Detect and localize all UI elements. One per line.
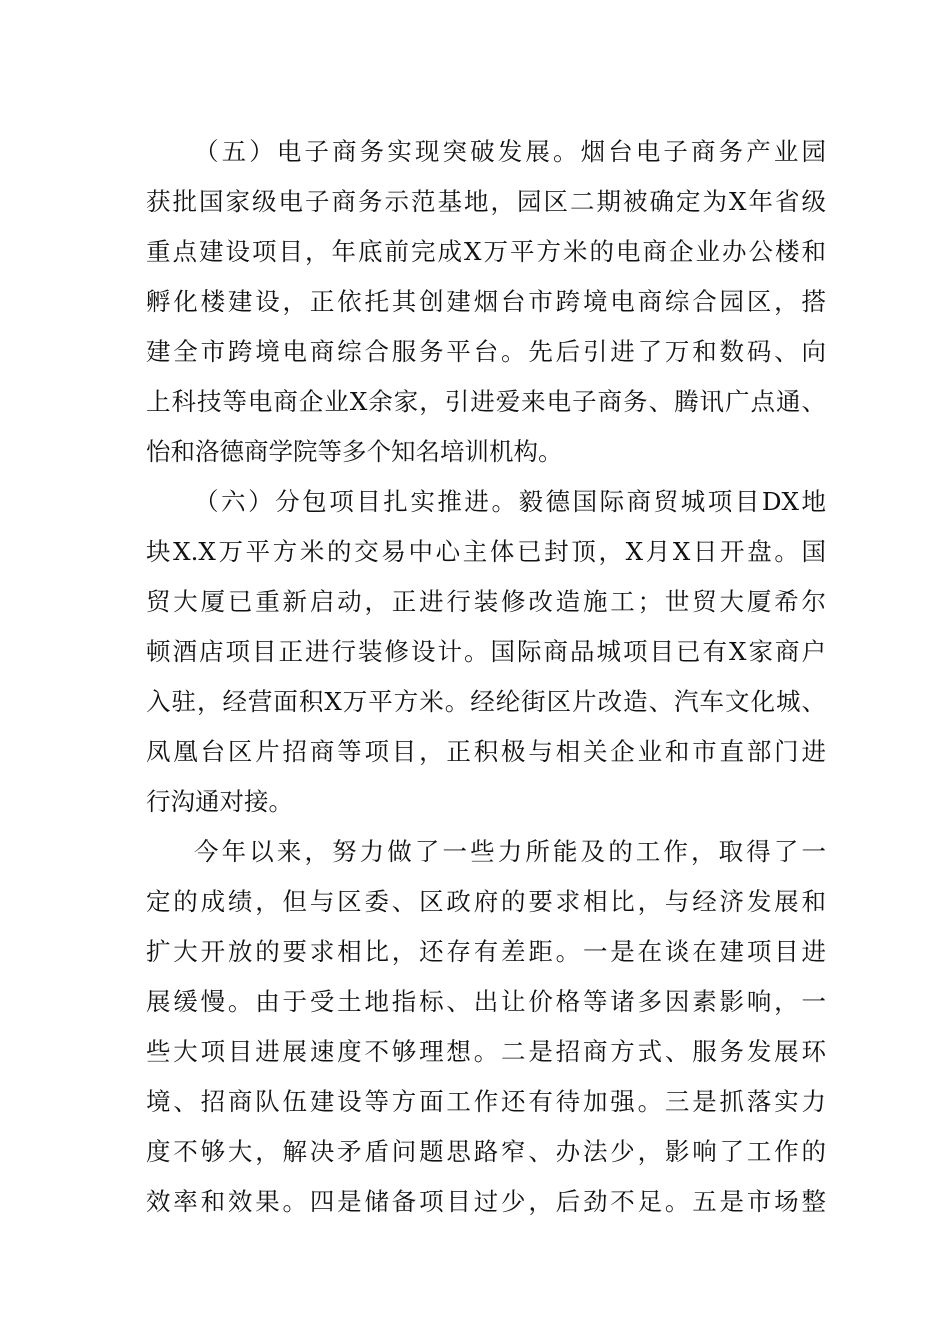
text-line: 上科技等电商企业X余家，引进爱来电子商务、腾讯广点通、 [146,387,826,416]
text-line: 入驻，经营面积X万平方米。经纶街区片改造、汽车文化城、 [146,687,826,716]
text-line: 获批国家级电子商务示范基地，园区二期被确定为X年省级 [146,187,826,216]
text-line: 行沟通对接。 [146,787,293,816]
text-line: （六）分包项目扎实推进。毅德国际商贸城项目DX地 [194,487,826,516]
text-line: 重点建设项目，年底前完成X万平方米的电商企业办公楼和 [146,237,826,266]
text-line: 度不够大，解决矛盾问题思路窄、办法少，影响了工作的 [146,1137,826,1166]
text-line: 凤凰台区片招商等项目，正积极与相关企业和市直部门进 [146,737,826,766]
text-line: （五）电子商务实现突破发展。烟台电子商务产业园 [194,137,826,166]
text-line: 今年以来，努力做了一些力所能及的工作，取得了一 [194,837,826,866]
text-line: 孵化楼建设，正依托其创建烟台市跨境电商综合园区，搭 [146,287,826,316]
text-line: 定的成绩，但与区委、区政府的要求相比，与经济发展和 [146,887,826,916]
text-line: 顿酒店项目正进行装修设计。国际商品城项目已有X家商户 [146,637,826,666]
text-line: 块X.X万平方米的交易中心主体已封顶，X月X日开盘。国 [146,537,826,566]
text-line: 效率和效果。四是储备项目过少，后劲不足。五是市场整 [146,1187,826,1216]
text-line: 怡和洛德商学院等多个知名培训机构。 [146,437,563,466]
text-line: 境、招商队伍建设等方面工作还有待加强。三是抓落实力 [146,1087,826,1116]
text-line: 贸大厦已重新启动，正进行装修改造施工；世贸大厦希尔 [146,587,826,616]
text-line: 建全市跨境电商综合服务平台。先后引进了万和数码、向 [146,337,826,366]
text-line: 扩大开放的要求相比，还存有差距。一是在谈在建项目进 [146,937,826,966]
text-line: 展缓慢。由于受土地指标、出让价格等诸多因素影响，一 [146,987,826,1016]
text-line: 些大项目进展速度不够理想。二是招商方式、服务发展环 [146,1037,826,1066]
